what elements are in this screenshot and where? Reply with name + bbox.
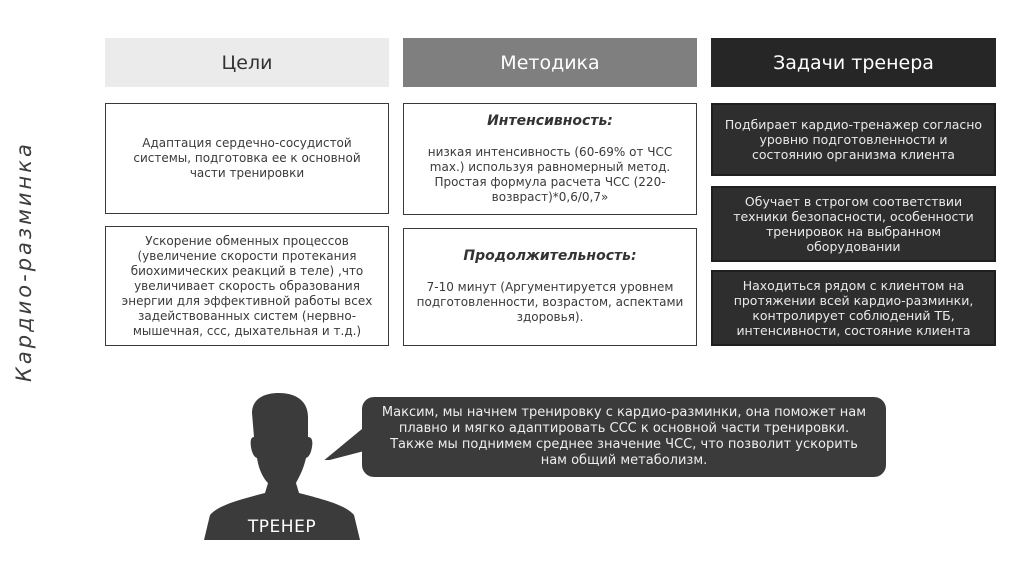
- task-text: Обучает в строгом соответствии техники безопасности, особенности тренировок на выбранном оборудовании: [733, 194, 974, 254]
- speech-bubble: [362, 397, 886, 477]
- task-box: [711, 103, 996, 176]
- duration-title: Продолжительность:: [463, 248, 637, 264]
- method-duration-box: [403, 228, 697, 346]
- task-box: [711, 186, 996, 262]
- goal-box: [105, 103, 389, 214]
- trainer-label: ТРЕНЕР: [247, 517, 317, 537]
- task-box: [711, 270, 996, 346]
- duration-text: 7-10 минут (Аргументируется уровнем подготовленности, возрастом, аспектами здоровья).: [416, 280, 684, 324]
- header-method: Методика: [403, 38, 697, 87]
- speech-text: Максим, мы начнем тренировку с кардио-разминки, она поможет нам плавно и мягко адаптировать ССС к основной части тренировки. Также мы поднимем среднее значение ЧСС, что позволит ускорить нам общий метаболизм.: [381, 405, 867, 468]
- header-tasks: Задачи тренера: [711, 38, 996, 87]
- side-title: Кардио-разминка: [12, 141, 36, 382]
- intensity-text: низкая интенсивность (60-69% от ЧСС max.) используя равномерный метод. Простая формула расчета ЧСС (220-возвраст)*0,6/0,7»: [427, 144, 673, 204]
- task-text: Находиться рядом с клиентом на протяжении всей кардио-разминки, контролирует соблюдений ТБ, интенсивности, состояние клиента: [733, 278, 974, 338]
- intensity-title: Интенсивность:: [487, 112, 613, 129]
- goal-text: Адаптация сердечно-сосудистой системы, подготовка ее к основной части тренировки: [133, 136, 361, 180]
- method-intensity-box: [403, 103, 697, 215]
- header-goals: Цели: [105, 38, 389, 87]
- goal-text: Ускорение обменных процессов (увеличение скорости протекания биохимических реакций в теле) ,что увеличивает скорость образования энергии для эффективной работы всех задействованных систем (нервно-мышечная, ссс, дыхательная и т.д.): [121, 233, 373, 338]
- goal-box: [105, 226, 389, 346]
- task-text: Подбирает кардио-тренажер согласно уровню подготовленности и состоянию организма клиента: [724, 117, 983, 162]
